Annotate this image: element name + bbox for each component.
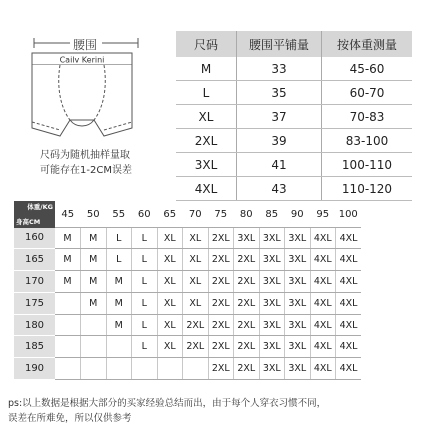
footnote xyxy=(8,396,326,426)
weight-column-header: 70 xyxy=(183,201,209,228)
size-recommendation-cell xyxy=(81,314,107,336)
size-recommendation-cell: 3XL xyxy=(285,358,311,380)
matrix-row xyxy=(14,271,361,293)
size-recommendation-cell: L xyxy=(106,249,132,271)
size-recommendation-cell: 3XL xyxy=(285,314,311,336)
size-recommendation-cell: 4XL xyxy=(310,358,336,380)
size-table-row xyxy=(176,129,412,153)
size-recommendation-cell: 2XL xyxy=(183,336,209,358)
weight-column-header: 85 xyxy=(259,201,285,228)
size-recommendation-cell: 3XL xyxy=(285,249,311,271)
size-recommendation-cell: M xyxy=(55,228,81,249)
size-recommendation-cell: XL xyxy=(183,249,209,271)
waist-cell: 41 xyxy=(237,153,322,177)
height-weight-matrix xyxy=(14,201,361,380)
size-recommendation-cell: 3XL xyxy=(259,249,285,271)
size-recommendation-cell: 4XL xyxy=(310,314,336,336)
size-recommendation-cell: M xyxy=(81,292,107,314)
size-recommendation-cell: 4XL xyxy=(310,249,336,271)
weight-column-header: 75 xyxy=(208,201,234,228)
size-recommendation-cell: 2XL xyxy=(208,228,234,249)
size-recommendation-cell: XL xyxy=(183,271,209,293)
weight-column-header: 65 xyxy=(157,201,183,228)
size-recommendation-cell: 3XL xyxy=(259,271,285,293)
size-recommendation-cell: 2XL xyxy=(234,292,260,314)
size-table-row xyxy=(176,153,412,177)
height-row-header: 185 xyxy=(14,336,55,358)
size-recommendation-cell xyxy=(55,336,81,358)
size-recommendation-cell: 3XL xyxy=(259,358,285,380)
size-recommendation-cell: M xyxy=(55,249,81,271)
size-recommendation-cell: 2XL xyxy=(234,336,260,358)
weight-range-cell: 100-110 xyxy=(322,153,413,177)
size-recommendation-cell: M xyxy=(81,271,107,293)
size-recommendation-cell xyxy=(132,358,158,380)
size-recommendation-cell: 3XL xyxy=(259,292,285,314)
size-recommendation-cell: L xyxy=(132,249,158,271)
size-recommendation-cell xyxy=(81,358,107,380)
waist-header: 腰围平铺量 xyxy=(237,31,322,57)
weight-column-header: 100 xyxy=(336,201,362,228)
size-recommendation-cell xyxy=(55,292,81,314)
weight-column-header: 60 xyxy=(132,201,158,228)
size-recommendation-cell: 4XL xyxy=(310,336,336,358)
height-row-header: 165 xyxy=(14,249,55,271)
weight-range-cell: 70-83 xyxy=(322,105,413,129)
height-row-header: 175 xyxy=(14,292,55,314)
matrix-row xyxy=(14,249,361,271)
size-recommendation-cell: M xyxy=(106,271,132,293)
size-table-row xyxy=(176,81,412,105)
weight-column-header: 80 xyxy=(234,201,260,228)
size-recommendation-cell: 4XL xyxy=(336,314,362,336)
size-recommendation-cell: 2XL xyxy=(208,314,234,336)
size-recommendation-cell: 3XL xyxy=(259,336,285,358)
size-table-row xyxy=(176,105,412,129)
size-recommendation-cell xyxy=(55,314,81,336)
matrix-corner-label xyxy=(14,201,55,228)
size-recommendation-cell: L xyxy=(132,314,158,336)
size-recommendation-cell: 3XL xyxy=(285,228,311,249)
size-recommendation-cell: 3XL xyxy=(285,292,311,314)
size-cell: 4XL xyxy=(176,177,237,201)
size-recommendation-cell: XL xyxy=(157,314,183,336)
size-cell: 2XL xyxy=(176,129,237,153)
weight-column-header: 95 xyxy=(310,201,336,228)
matrix-row xyxy=(14,314,361,336)
size-recommendation-cell: 4XL xyxy=(336,228,362,249)
size-recommendation-cell: XL xyxy=(157,271,183,293)
size-header: 尺码 xyxy=(176,31,237,57)
measurement-note-1: 尺码为随机抽样量取 xyxy=(40,150,130,161)
weight-range-cell: 110-120 xyxy=(322,177,413,201)
size-recommendation-cell: 4XL xyxy=(310,271,336,293)
height-row-header: 160 xyxy=(14,228,55,249)
footnote-line-2: 误差在所难免，所以仅供参考 xyxy=(8,413,132,424)
size-recommendation-cell: 2XL xyxy=(208,292,234,314)
size-recommendation-cell: XL xyxy=(157,336,183,358)
size-recommendation-cell: L xyxy=(132,336,158,358)
weight-column-header: 45 xyxy=(55,201,81,228)
weight-range-cell: 45-60 xyxy=(322,57,413,81)
size-recommendation-cell: 4XL xyxy=(336,358,362,380)
size-recommendation-cell: 2XL xyxy=(234,249,260,271)
size-recommendation-cell: L xyxy=(106,228,132,249)
size-table-row xyxy=(176,177,412,201)
size-recommendation-cell: 2XL xyxy=(183,314,209,336)
weight-column-header: 90 xyxy=(285,201,311,228)
size-recommendation-cell: 2XL xyxy=(208,271,234,293)
size-recommendation-cell: M xyxy=(81,249,107,271)
size-recommendation-cell xyxy=(183,358,209,380)
matrix-row xyxy=(14,336,361,358)
weight-column-header: 50 xyxy=(81,201,107,228)
size-recommendation-cell: 4XL xyxy=(336,336,362,358)
size-recommendation-cell: XL xyxy=(183,292,209,314)
waist-cell: 35 xyxy=(237,81,322,105)
size-recommendation-cell: M xyxy=(106,314,132,336)
size-recommendation-cell: L xyxy=(132,292,158,314)
size-recommendation-cell: M xyxy=(106,292,132,314)
height-row-header: 190 xyxy=(14,358,55,380)
size-recommendation-cell xyxy=(157,358,183,380)
size-recommendation-cell: 3XL xyxy=(285,336,311,358)
size-table-row xyxy=(176,57,412,81)
size-recommendation-cell: 2XL xyxy=(208,358,234,380)
weight-header: 按体重测量 xyxy=(322,31,413,57)
size-recommendation-cell: XL xyxy=(157,249,183,271)
size-table-header xyxy=(176,31,412,57)
size-recommendation-cell: 3XL xyxy=(259,228,285,249)
size-recommendation-cell xyxy=(55,358,81,380)
waist-cell: 37 xyxy=(237,105,322,129)
matrix-row xyxy=(14,292,361,314)
size-recommendation-cell: 4XL xyxy=(336,271,362,293)
weight-column-header: 55 xyxy=(106,201,132,228)
waist-cell: 43 xyxy=(237,177,322,201)
size-recommendation-cell: 3XL xyxy=(259,314,285,336)
size-recommendation-cell: M xyxy=(55,271,81,293)
size-recommendation-cell: 2XL xyxy=(234,358,260,380)
size-recommendation-cell: 3XL xyxy=(234,228,260,249)
size-recommendation-cell: 3XL xyxy=(285,271,311,293)
matrix-row xyxy=(14,228,361,249)
measurement-note-2: 可能存在1-2CM误差 xyxy=(40,165,132,176)
size-cell: L xyxy=(176,81,237,105)
size-recommendation-cell: L xyxy=(132,228,158,249)
size-chart-table xyxy=(176,31,412,201)
size-recommendation-cell xyxy=(81,336,107,358)
weight-range-cell: 83-100 xyxy=(322,129,413,153)
size-recommendation-cell: L xyxy=(132,271,158,293)
size-cell: XL xyxy=(176,105,237,129)
size-recommendation-cell: 2XL xyxy=(208,249,234,271)
weight-axis-label: 体重/KG xyxy=(27,203,53,211)
weight-range-cell: 60-70 xyxy=(322,81,413,105)
size-recommendation-cell: 2XL xyxy=(234,314,260,336)
size-recommendation-cell: M xyxy=(81,228,107,249)
size-recommendation-cell: XL xyxy=(183,228,209,249)
size-recommendation-cell xyxy=(106,336,132,358)
size-recommendation-cell: 2XL xyxy=(234,271,260,293)
size-recommendation-cell xyxy=(106,358,132,380)
size-recommendation-cell: 4XL xyxy=(310,292,336,314)
footnote-line-1: ps:以上数据是根据大部分的买家经验总结而出，由于每个人穿衣习惯不同， xyxy=(8,398,327,409)
size-recommendation-cell: XL xyxy=(157,228,183,249)
size-cell: M xyxy=(176,57,237,81)
size-recommendation-cell: 4XL xyxy=(310,228,336,249)
matrix-row xyxy=(14,358,361,380)
size-recommendation-cell: 4XL xyxy=(336,292,362,314)
height-row-header: 180 xyxy=(14,314,55,336)
height-axis-label: 身高CM xyxy=(16,217,41,226)
underwear-illustration xyxy=(0,0,170,195)
size-recommendation-cell: 4XL xyxy=(336,249,362,271)
svg-text:Cailv Kerini: Cailv Kerini xyxy=(59,55,105,65)
waist-cell: 33 xyxy=(237,57,322,81)
size-recommendation-cell: XL xyxy=(157,292,183,314)
waist-cell: 39 xyxy=(237,129,322,153)
size-cell: 3XL xyxy=(176,153,237,177)
size-recommendation-cell: 2XL xyxy=(208,336,234,358)
waist-label: 腰围 xyxy=(72,38,97,52)
height-row-header: 170 xyxy=(14,271,55,293)
